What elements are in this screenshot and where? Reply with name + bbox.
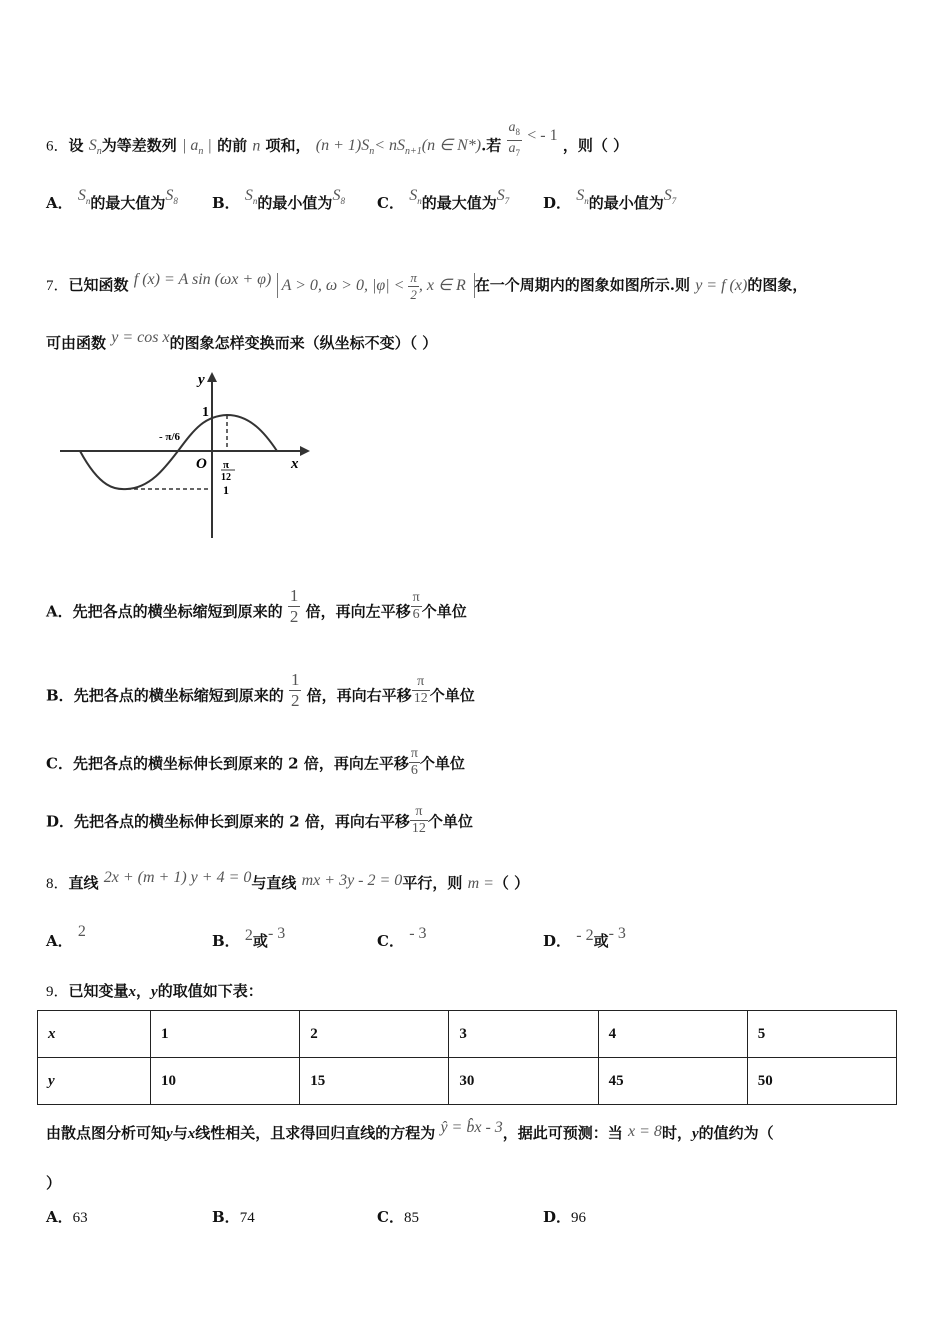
table-cell: 45 <box>598 1058 747 1105</box>
pi12-bottom-label: 12 <box>221 472 231 483</box>
q6-number: 6． <box>46 138 69 155</box>
q9-number: 9． <box>46 984 69 1000</box>
q6-text4: 项和， <box>265 136 311 155</box>
q9-comma: ， <box>136 982 152 1000</box>
q7-line2-text2: 的图象怎样变换而来（纵坐标不变）（ ） <box>169 334 438 352</box>
q8-text2: 与直线 <box>251 874 297 892</box>
q9-option-b[interactable]: B．74 <box>212 1208 255 1226</box>
q7-text3: 的图象， <box>747 276 808 295</box>
pi12-top-label: π <box>223 459 230 471</box>
q9-xeq: x = 8 <box>628 1123 662 1140</box>
q6-n: n <box>252 137 261 155</box>
q8-option-d[interactable]: D． - 2或- 3 <box>543 925 626 950</box>
x-label: x <box>291 456 299 472</box>
q7-option-a[interactable]: A．先把各点的横坐标缩短到原来的 $\frac{1}{2}$ 倍，再向左平移 $\frac{\pi}{6}$ 个单位 <box>46 586 467 626</box>
q9-regression: ŷ = b̂x - 3 <box>440 1119 503 1136</box>
q8-text3: 平行，则 <box>402 874 463 892</box>
q7-option-b[interactable]: B．先把各点的横坐标缩短到原来的 $\frac{1}{2}$ 倍，再向右平移 $\frac{\pi}{12}$ 个单位 <box>46 670 475 710</box>
table-cell: 2 <box>300 1011 449 1058</box>
q7-stem <box>46 270 807 303</box>
q9-x: x <box>128 984 137 1000</box>
q6-Sn: $S_n$ <box>88 137 102 158</box>
q7-text1: 已知函数 <box>68 276 129 295</box>
x-axis-arrow <box>300 446 310 456</box>
q8-option-c[interactable]: C． - 3 <box>377 925 427 950</box>
table-cell: 5 <box>747 1011 896 1058</box>
q7-option-d[interactable]: D．先把各点的横坐标伸长到原来的 2 倍，再向右平移 $\frac{\pi}{12}$ 个单位 <box>46 804 473 836</box>
q7-text2: 在一个周期内的图象如图所示.则 <box>474 276 690 295</box>
table-row-x <box>38 1011 897 1058</box>
q8-option-b[interactable]: B． 2或- 3 <box>212 925 286 950</box>
q6-stem <box>46 120 629 167</box>
table-cell: y <box>38 1058 151 1105</box>
q7-cosx: y = cos x <box>111 329 170 346</box>
q8-number: 8． <box>46 876 69 892</box>
q8-stem <box>46 869 530 893</box>
table-row-y <box>38 1058 897 1105</box>
sine-curve <box>80 415 277 489</box>
q9-y: y <box>151 984 158 1000</box>
q6-condition: $(n + 1)S_n< nS_{n+1}(n$ ∈ N*) <box>315 137 482 158</box>
q8-m: m = <box>467 875 494 892</box>
q7-line2-text1: 可由函数 <box>46 334 107 352</box>
q6-text6: ，则（ ） <box>562 136 629 155</box>
q9-stem-line3: ） <box>46 1174 62 1192</box>
table-cell: 15 <box>300 1058 449 1105</box>
q8-eq2: mx + 3y - 2 = 0 <box>301 872 403 889</box>
q6-option-a[interactable]: A． $S_n$的最大值为$S_8$ <box>46 187 178 212</box>
q8-option-a[interactable]: A． 2 <box>46 923 86 950</box>
table-cell: 50 <box>747 1058 896 1105</box>
origin-label: O <box>196 456 207 472</box>
q6-ratio-fraction: $\frac{a_8}{a_7}$ <box>508 120 521 158</box>
table-cell: x <box>38 1011 151 1058</box>
neg-one-label: 1 <box>223 483 229 497</box>
q6-inequality: < - 1 <box>527 127 558 145</box>
table-cell: 4 <box>598 1011 747 1058</box>
q7-sine-graph <box>55 368 315 548</box>
table-cell: 3 <box>449 1011 598 1058</box>
q9-option-c[interactable]: C．85 <box>377 1208 419 1226</box>
q6-option-d[interactable]: D． $S_n$的最小值为$S_7$ <box>543 187 677 212</box>
q9-text1: 已知变量 <box>68 982 129 1000</box>
q6-text3: 的前 <box>217 136 248 155</box>
q7-condition: A > 0, ω > 0, |φ| < $\frac{\pi}{2}$ , x ∈ R <box>277 273 475 298</box>
q6-text2: 为等差数列 <box>101 136 177 155</box>
neg-pi6-label: - π/6 <box>159 431 180 443</box>
q7-stem-line2 <box>46 329 438 353</box>
q7-number: 7． <box>46 278 69 295</box>
table-cell: 30 <box>449 1058 598 1105</box>
q7-option-c[interactable]: C．先把各点的横坐标伸长到原来的 2 倍，再向左平移 $\frac{\pi}{6}$ 个单位 <box>46 746 465 778</box>
q6-option-b[interactable]: B． $S_n$的最小值为$S_8$ <box>212 187 345 212</box>
q8-text1: 直线 <box>68 874 99 892</box>
q7-yfx: y = f (x) <box>695 277 748 295</box>
y-axis-arrow <box>207 372 217 382</box>
q9-option-d[interactable]: D．96 <box>543 1208 587 1226</box>
q9-stem-line2: 由散点图分析可知y与x线性相关，且求得回归直线的方程为 ŷ = b̂x - 3，据此可预测：当 x = 8时，y的值约为（ <box>46 1119 774 1142</box>
q6-text5: .若 <box>481 136 502 155</box>
q7-function: f (x) = A sin (ωx + φ) <box>133 271 272 289</box>
q9-stem <box>46 980 263 1001</box>
y-label: y <box>198 372 205 388</box>
q6-text1: 设 <box>68 136 84 155</box>
q6-option-c[interactable]: C． $S_n$的最大值为$S_7$ <box>377 187 510 212</box>
table-cell: 1 <box>151 1011 300 1058</box>
q9-option-a[interactable]: A．63 <box>46 1208 88 1226</box>
q9-text2: 的取值如下表： <box>157 982 263 1000</box>
q9-data-table <box>37 1010 897 1105</box>
q6-an: | $a_n$ | <box>182 137 212 158</box>
table-cell: 10 <box>151 1058 300 1105</box>
one-label: 1 <box>202 405 209 420</box>
q8-text4: （ ） <box>493 874 530 892</box>
q8-eq1: 2x + (m + 1) y + 4 = 0 <box>103 869 252 886</box>
